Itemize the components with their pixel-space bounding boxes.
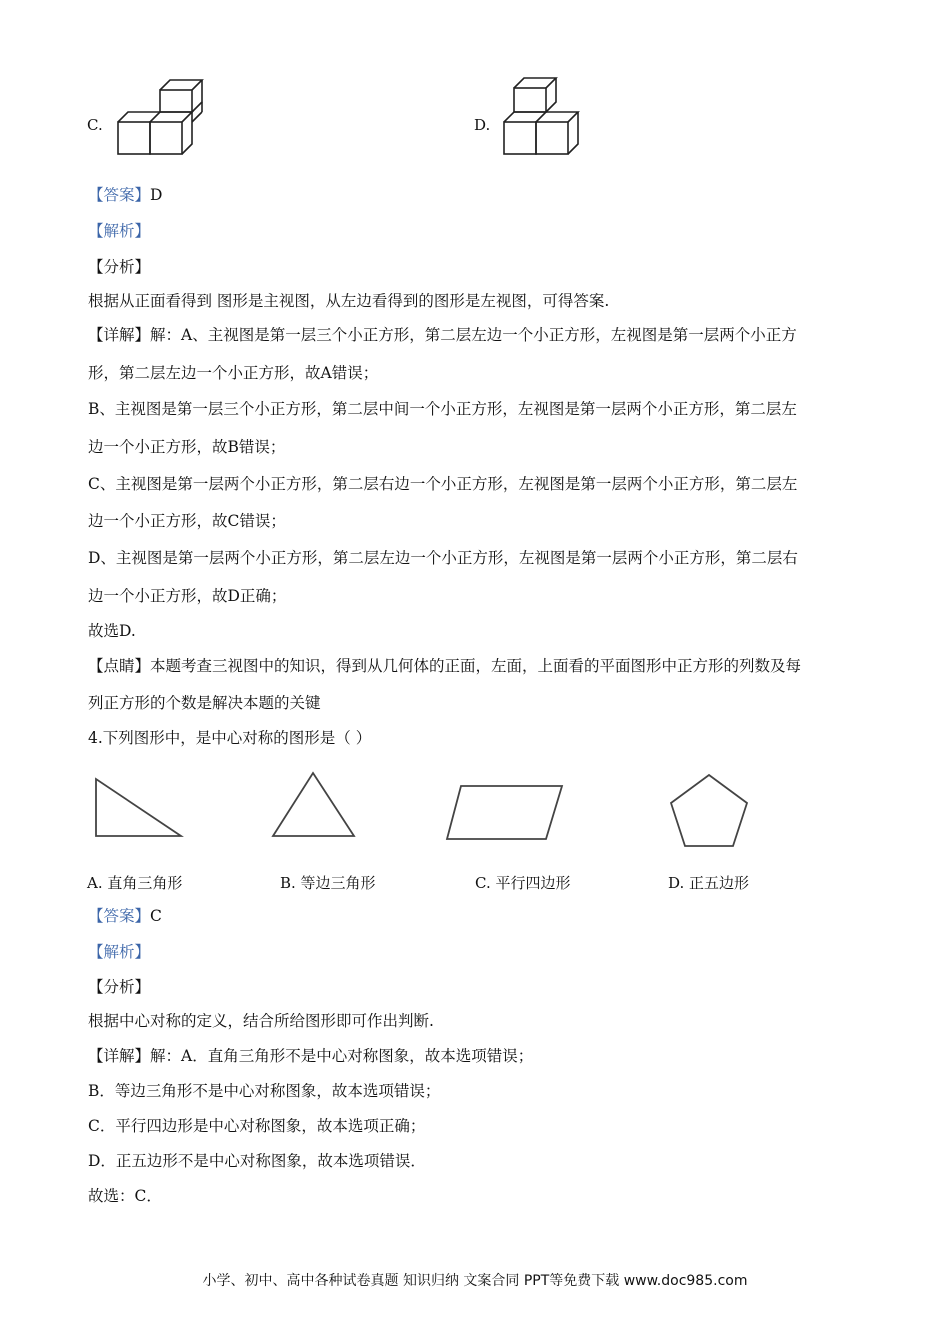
q3-fenxi-text: 根据从正面看得到 图形是主视图，从左边看得到的图形是左视图，可得答案.	[88, 292, 610, 310]
q4-answer	[88, 905, 162, 927]
q3-detail-line-2: B、主视图是第一层三个小正方形，第二层中间一个小正方形，左视图是第一层两个小正方形，第二层左	[88, 400, 797, 418]
answer-value: C	[150, 907, 162, 925]
answer-tag: 【答案】	[88, 907, 151, 925]
parallelogram-figure	[445, 783, 567, 843]
q4-option-a: A. 直角三角形	[87, 874, 183, 892]
page-footer: 小学、初中、高中各种试卷真题 知识归纳 文案合同 PPT等免费下载 www.doc985.com	[202, 1273, 748, 1289]
q3-dianjing-line-0: 【点睛】本题考查三视图中的知识，得到从几何体的正面，左面，上面看的平面图形中正方形的列数及每	[88, 657, 802, 675]
q4-fenxi-text: 根据中心对称的定义，结合所给图形即可作出判断.	[88, 1012, 434, 1030]
dianjing-tag: 【点睛】	[88, 657, 151, 675]
pentagon-figure	[668, 772, 752, 850]
detail-tag: 【详解】	[88, 326, 151, 344]
q4-detail-line-0: 【详解】解：A．直角三角形不是中心对称图象，故本选项错误；	[88, 1047, 534, 1065]
equilateral-triangle-figure	[270, 770, 360, 840]
q3-detail-line-4: C、主视图是第一层两个小正方形，第二层右边一个小正方形，左视图是第一层两个小正方形，第二层左	[88, 475, 798, 493]
q4-option-b: B. 等边三角形	[280, 874, 376, 892]
cube-figure-c	[112, 78, 212, 160]
option-c-label: C.	[87, 116, 103, 134]
q3-dianjing-line-1: 列正方形的个数是解决本题的关键	[88, 694, 321, 712]
q4-analysis-tag: 【解析】	[88, 943, 151, 961]
q4-option-c: C. 平行四边形	[475, 874, 571, 892]
q4-fenxi-tag: 【分析】	[88, 978, 151, 996]
q4-question: 4.下列图形中，是中心对称的图形是（ ）	[88, 729, 372, 747]
q3-detail-line-1: 形，第二层左边一个小正方形，故A错误；	[88, 364, 379, 382]
answer-value: D	[150, 186, 163, 204]
answer-tag: 【答案】	[88, 186, 151, 204]
q4-detail-line-1: B．等边三角形不是中心对称图象，故本选项错误；	[88, 1082, 441, 1100]
q3-answer	[88, 184, 162, 206]
q3-detail-line-6: D、主视图是第一层两个小正方形，第二层左边一个小正方形，左视图是第一层两个小正方形，第二层右	[88, 549, 798, 567]
q3-analysis-tag: 【解析】	[88, 222, 151, 240]
q3-detail-line-7: 边一个小正方形，故D正确；	[88, 587, 287, 605]
q4-option-d: D. 正五边形	[668, 874, 750, 892]
q4-detail-line-2: C．平行四边形是中心对称图象，故本选项正确；	[88, 1117, 426, 1135]
q3-detail-line-0: 【详解】解：A、主视图是第一层三个小正方形，第二层左边一个小正方形，左视图是第一层两个小正方	[88, 326, 797, 344]
q3-fenxi-tag: 【分析】	[88, 258, 151, 276]
q3-detail-line-3: 边一个小正方形，故B错误；	[88, 438, 286, 456]
q3-detail-line-5: 边一个小正方形，故C错误；	[88, 512, 286, 530]
q4-detail-line-4: 故选：C．	[88, 1187, 162, 1205]
q3-detail-line-8: 故选D.	[88, 622, 136, 640]
detail-tag: 【详解】	[88, 1047, 151, 1065]
q4-detail-line-3: D．正五边形不是中心对称图象，故本选项错误．	[88, 1152, 426, 1170]
option-d-label: D.	[474, 116, 491, 134]
right-triangle-figure	[93, 776, 185, 840]
cube-figure-d	[500, 76, 600, 160]
